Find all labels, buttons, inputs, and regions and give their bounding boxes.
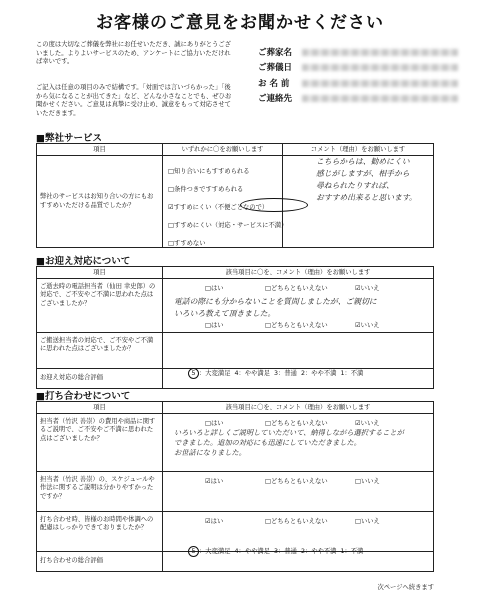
question-cell: 弊社のサービスはお知り合いの方にもおすすめいただける品質でしたか？ xyxy=(37,156,163,248)
rating-label-1[interactable]: 1：不満 xyxy=(340,548,364,555)
meeting-q3-yes[interactable]: ☑はい xyxy=(205,518,224,525)
comment-line: こちらからは、勧めにくい xyxy=(316,157,410,166)
comment-line: お世話になりました。 xyxy=(174,448,246,457)
contact-row xyxy=(258,89,458,105)
header-item: 項目 xyxy=(37,267,163,279)
selected-rating[interactable]: 5 xyxy=(188,546,199,557)
header-item: 項目 xyxy=(37,402,163,414)
redacted-value xyxy=(302,95,458,102)
rating-label-2[interactable]: 2：やや不満 xyxy=(300,370,337,377)
section-pickup-title: ■お迎え対応について xyxy=(36,256,131,267)
funeral-date-label: ご葬儀日 xyxy=(258,63,293,73)
meeting-q2-neutral[interactable]: □どちらともいえない xyxy=(265,478,328,485)
header-choice: 該当項目に〇を、コメント（理由）をお願いします xyxy=(163,402,434,414)
meeting-q3-no[interactable]: □いいえ xyxy=(355,518,380,525)
rating-label-4[interactable]: 4：やや満足 xyxy=(234,548,270,555)
rating-label-2[interactable]: 2：やや不満 xyxy=(300,548,337,555)
header-comment: コメント（理由）をお願いします xyxy=(283,144,434,156)
circle-mark xyxy=(240,198,308,212)
option-hard-recommend-selected[interactable]: ☑すすめにくい（不便ごとなので） xyxy=(168,204,269,211)
meeting-q1-yes[interactable]: □はい xyxy=(205,420,224,427)
intro-paragraph-2: ご記入は任意の項目のみで結構です。「対面では言いづらかった」「後から気になることが出てきた」など、どんな小さなことでも、ぜひお聞かせください。ご意見は真摯に受け止め、誠意をもって対応させていただきます。 xyxy=(36,84,232,117)
question-cell: ご搬送担当者の対応で、ご不安やご不満に思われた点はございましたか？ xyxy=(37,333,163,369)
option-not-recommend[interactable]: □すすめない xyxy=(168,240,206,247)
header-choice: 該当項目に〇を、コメント（理由）をお願いします xyxy=(163,267,434,279)
redacted-value xyxy=(302,64,458,71)
family-name-row xyxy=(258,42,458,58)
rating-label-4[interactable]: 4：やや満足 xyxy=(234,370,270,377)
funeral-date-row xyxy=(258,58,458,74)
option-conditional[interactable]: □条件つきですすめられる xyxy=(168,186,244,193)
comment-line: 感じがしますが、相手から xyxy=(316,169,410,178)
question-cell: 担当者（竹沢 善崇）の費用や商品に関するご説明で、ご不安やご不満に思われた点はございましたか？ xyxy=(37,414,163,472)
family-name-label: ご葬家名 xyxy=(258,47,293,58)
meeting-q1-neutral[interactable]: □どちらともいえない xyxy=(265,420,328,427)
rating-label-1[interactable]: 1：不満 xyxy=(340,370,364,377)
question-cell: お迎え対応の総合評価 xyxy=(37,369,163,389)
comment-line: できました。追加の対応にも迅速にしていただきました。 xyxy=(174,438,361,447)
option-recommend[interactable]: □知り合いにもすすめられる xyxy=(168,168,250,175)
header-choice: いずれかに〇をお願いします xyxy=(163,144,283,156)
pickup-q2-no[interactable]: ☑いいえ xyxy=(355,322,380,329)
contact-label: ご連絡先 xyxy=(258,94,293,104)
intro-paragraph-1: この度は大切なご葬儀を弊社にお任せいただき、誠にありがとうございました。よりよいサービスのため、アンケートにご協力いただければ幸いです。 xyxy=(36,41,231,66)
meeting-rating xyxy=(188,546,363,557)
question-cell: 担当者（竹沢 善崇）の、スケジュールや作法に関するご説明は分かりやすかったですか？ xyxy=(37,472,163,512)
customer-info xyxy=(258,42,458,104)
option-hard-recommend-dissatisfied[interactable]: □すすめにくい（対応・サービスに不満） xyxy=(168,222,288,229)
answer-cell xyxy=(163,333,434,369)
meeting-q2-yes[interactable]: ☑はい xyxy=(205,478,224,485)
page-title: お客様のご意見をお聞かせください xyxy=(96,13,384,33)
comment-line: いろいろと詳しくご説明していただいて、納得しながら選択することが xyxy=(174,428,404,437)
redacted-value xyxy=(302,80,458,87)
selected-rating[interactable]: 5 xyxy=(188,368,199,379)
comment-line: 電話の際にも分からないことを質問しましたが、ご親切に xyxy=(174,297,377,306)
header-item: 項目 xyxy=(37,144,163,156)
service-comment xyxy=(316,156,417,204)
section-meeting-title: ■打ち合わせについて xyxy=(36,391,131,402)
pickup-q1-yes[interactable]: □はい xyxy=(205,285,224,292)
meeting-q2-no[interactable]: □いいえ xyxy=(355,478,380,485)
pickup-q1-no[interactable]: ☑いいえ xyxy=(355,285,380,292)
question-cell: ご逝去時の電話担当者（仙田 幸史郎）の対応で、ご不安やご不満に思われた点はございましたか？ xyxy=(37,279,163,333)
comment-line: 尋ねられたりすれば、 xyxy=(316,181,394,190)
pickup-q2-yes[interactable]: □はい xyxy=(205,322,224,329)
rating-label-3[interactable]: 3：普通 xyxy=(274,548,297,555)
continued-note: 次ページへ続きます xyxy=(377,584,434,591)
pickup-comment xyxy=(174,296,377,320)
pickup-rating xyxy=(188,368,363,379)
name-label: お 名 前 xyxy=(258,78,290,89)
redacted-value xyxy=(302,49,458,56)
meeting-q3-neutral[interactable]: □どちらともいえない xyxy=(265,518,328,525)
comment-line: いろいろ教えて頂きました。 xyxy=(174,309,276,318)
meeting-q1-no[interactable]: ☑いいえ xyxy=(355,420,380,427)
section-service-title: ■弊社サービス xyxy=(36,133,102,144)
pickup-q1-neutral[interactable]: □どちらともいえない xyxy=(265,285,328,292)
question-cell: 打ち合わせ時、皆様のお時間や体調への配慮はしっかりできておりましたか？ xyxy=(37,512,163,552)
question-cell: 打ち合わせの総合評価 xyxy=(37,552,163,572)
rating-label-5: ：大変満足 xyxy=(199,370,231,377)
name-row xyxy=(258,73,458,89)
comment-line: おすすめ出来ると思います。 xyxy=(316,193,417,202)
rating-label-5: ：大変満足 xyxy=(199,548,231,555)
pickup-q2-neutral[interactable]: □どちらともいえない xyxy=(265,322,328,329)
meeting-comment xyxy=(174,428,404,458)
rating-label-3[interactable]: 3：普通 xyxy=(274,370,297,377)
